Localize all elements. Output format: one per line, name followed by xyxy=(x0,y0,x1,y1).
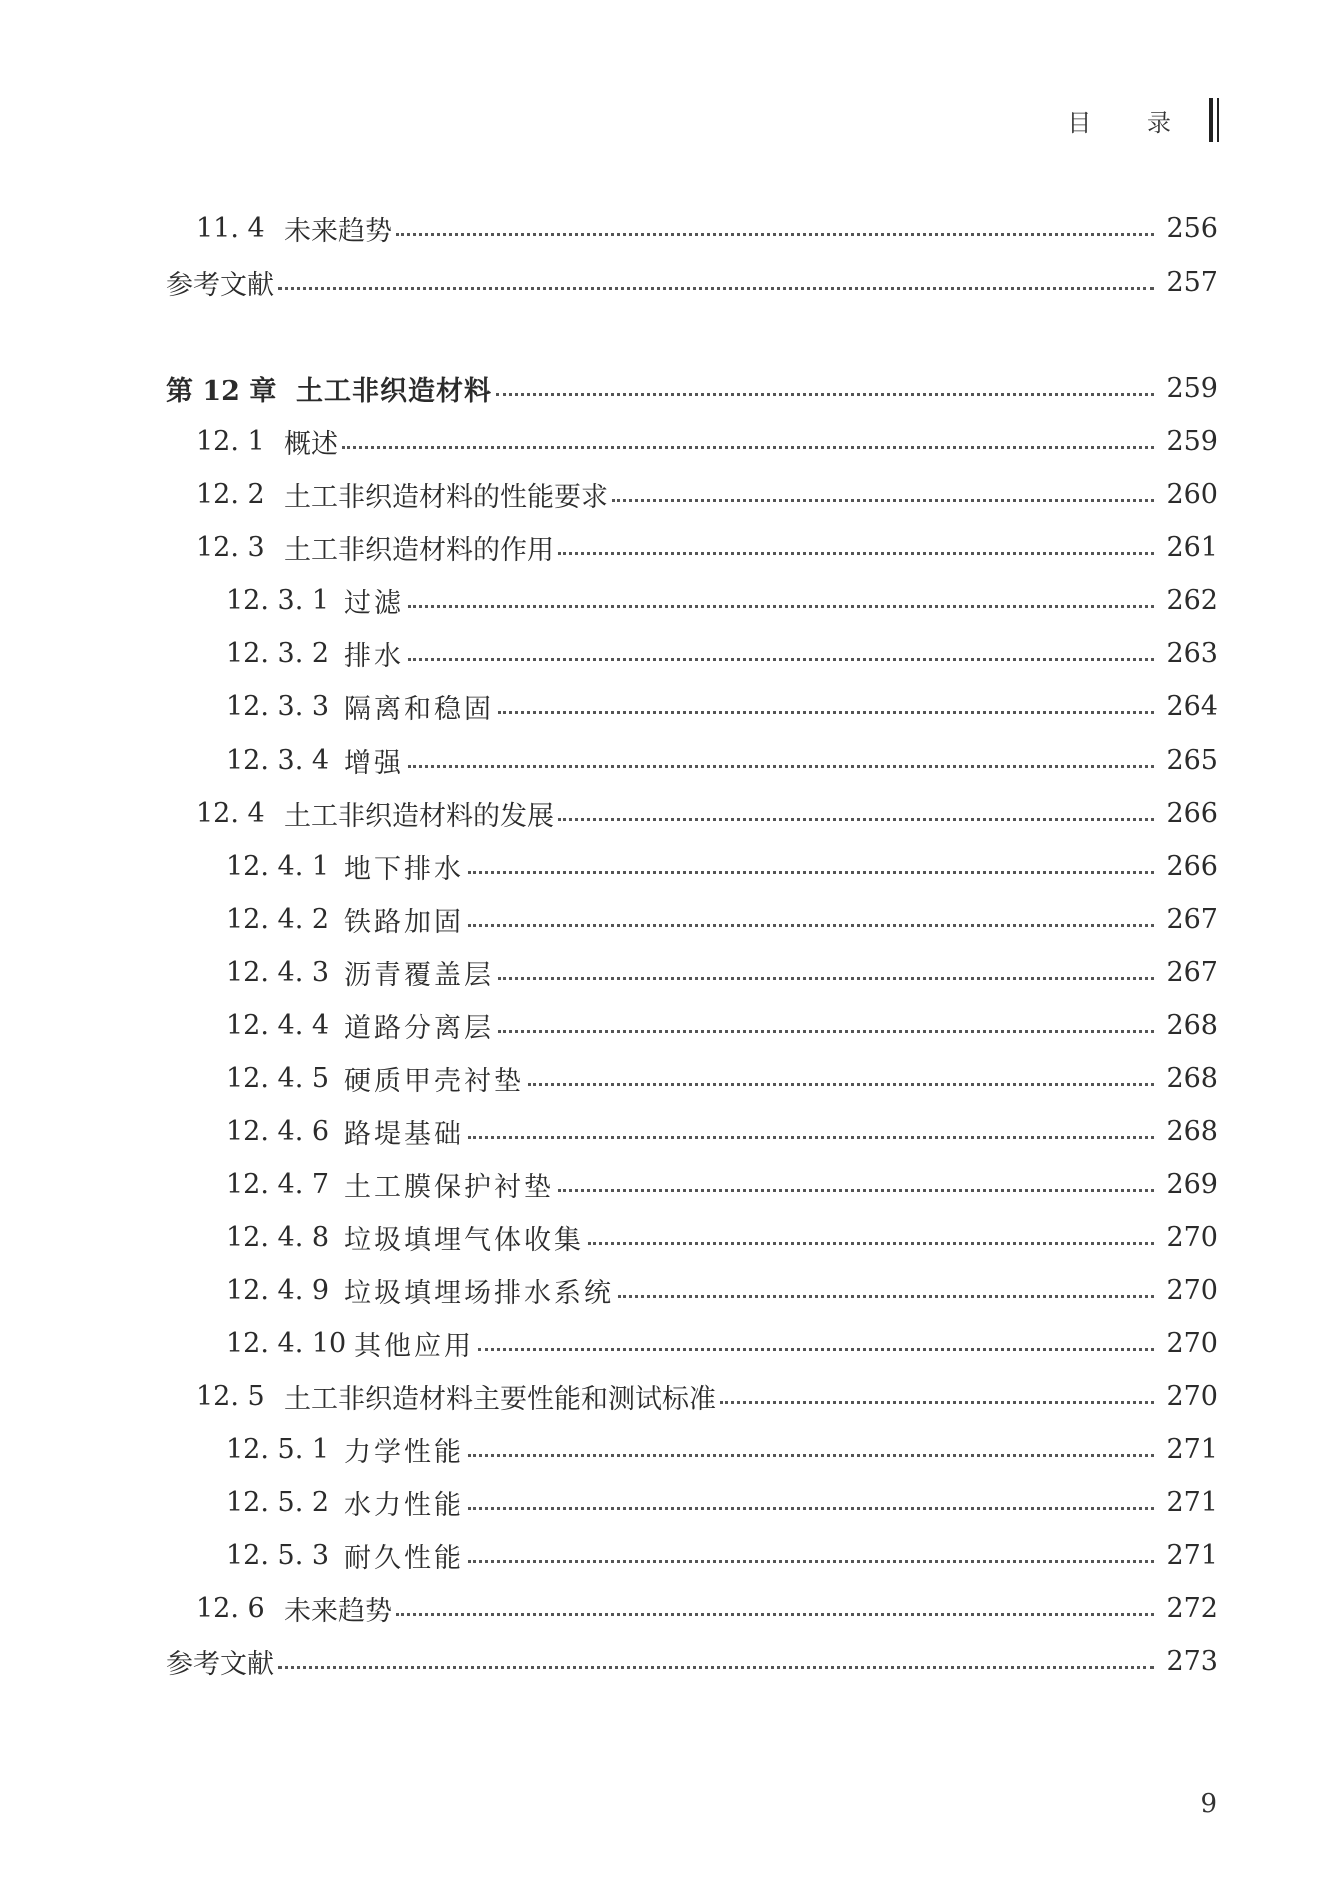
dot-leader xyxy=(278,1666,1154,1669)
toc-entry-page: 262 xyxy=(1166,584,1218,616)
toc-entry[interactable] xyxy=(0,1588,1331,1628)
toc-entry-title: 地下排水 xyxy=(344,853,464,885)
toc-entry-label xyxy=(196,528,554,567)
toc-entry[interactable] xyxy=(0,1323,1331,1363)
dot-leader xyxy=(408,605,1154,608)
toc-entry[interactable] xyxy=(0,1482,1331,1522)
toc-entry-page: 264 xyxy=(1166,690,1218,722)
dot-leader xyxy=(408,658,1154,661)
toc-entry-label xyxy=(226,1430,464,1469)
toc-entry-title: 土工非织造材料主要性能和测试标准 xyxy=(284,1383,716,1415)
dot-leader xyxy=(342,446,1154,449)
toc-entry-title: 路堤基础 xyxy=(344,1118,464,1150)
toc-entry-number: 12. 4. 2 xyxy=(226,903,330,935)
dot-leader xyxy=(408,765,1154,768)
toc-entry-title: 过滤 xyxy=(344,587,404,619)
dot-leader xyxy=(558,1189,1154,1192)
toc-entry-label xyxy=(226,900,464,939)
toc-entry-label xyxy=(166,263,274,302)
toc-entry-page: 273 xyxy=(1166,1645,1218,1677)
toc-entry-page: 268 xyxy=(1166,1062,1218,1094)
toc-entry-label xyxy=(226,634,404,673)
toc-entry-number: 12. 2 xyxy=(196,478,265,510)
toc-entry-page: 270 xyxy=(1166,1221,1218,1253)
toc-entry-page: 267 xyxy=(1166,956,1218,988)
dot-leader xyxy=(396,1613,1154,1616)
running-head-title: 目 录 xyxy=(1067,108,1195,137)
toc-entry-number: 12. 3. 1 xyxy=(226,584,330,616)
toc-entry-number: 12. 4. 9 xyxy=(226,1274,330,1306)
toc-entry-label xyxy=(226,741,404,780)
toc-entry-title: 土工非织造材料 xyxy=(296,375,492,407)
toc-entry-label xyxy=(226,1112,464,1151)
toc-entry-title: 力学性能 xyxy=(344,1436,464,1468)
toc-entry-page: 270 xyxy=(1166,1380,1218,1412)
toc-entry-number: 12. 3. 4 xyxy=(226,744,330,776)
dot-leader xyxy=(720,1401,1154,1404)
toc-entry[interactable] xyxy=(0,421,1331,461)
toc-entry-number: 第 12 章 xyxy=(166,375,277,407)
toc-entry[interactable] xyxy=(0,208,1331,248)
dot-leader xyxy=(396,233,1154,236)
toc-entry-number: 11. 4 xyxy=(196,212,265,244)
toc-entry-title: 土工非织造材料的性能要求 xyxy=(284,481,608,513)
toc-entry[interactable] xyxy=(0,952,1331,992)
toc-entry-page: 259 xyxy=(1166,425,1218,457)
dot-leader xyxy=(468,1454,1154,1457)
toc-entry-page: 271 xyxy=(1166,1539,1218,1571)
toc-entry-number: 12. 4. 1 xyxy=(226,850,330,882)
toc-entry-label xyxy=(226,1324,474,1363)
toc-entry-label xyxy=(196,1589,392,1628)
toc-entry-number: 12. 4. 5 xyxy=(226,1062,330,1094)
toc-entry-page: 266 xyxy=(1166,850,1218,882)
toc-entry[interactable] xyxy=(0,1641,1331,1681)
toc-entry-label xyxy=(166,1642,274,1681)
toc-entry[interactable] xyxy=(0,740,1331,780)
toc-entry-title: 道路分离层 xyxy=(344,1012,494,1044)
toc-entry-title: 其他应用 xyxy=(354,1330,474,1362)
toc-entry-title: 隔离和稳固 xyxy=(344,693,494,725)
toc-entry-number: 12. 4. 7 xyxy=(226,1168,330,1200)
toc-entry-title: 垃圾填埋气体收集 xyxy=(344,1224,584,1256)
toc-entry-page: 257 xyxy=(1166,266,1218,298)
toc-entry-title: 参考文献 xyxy=(166,269,274,301)
dot-leader xyxy=(496,393,1154,396)
toc-entry-page: 270 xyxy=(1166,1274,1218,1306)
toc-entry-title: 土工非织造材料的发展 xyxy=(284,800,554,832)
toc-entry-label xyxy=(226,1006,494,1045)
toc-entry-label xyxy=(226,847,464,886)
toc-entry-label xyxy=(226,1218,584,1257)
toc-entry-page: 259 xyxy=(1166,372,1218,404)
toc-entry-label xyxy=(226,581,404,620)
toc-entry-title: 排水 xyxy=(344,640,404,672)
toc-entry-title: 未来趋势 xyxy=(284,1595,392,1627)
toc-entry-label xyxy=(226,953,494,992)
toc-entry[interactable] xyxy=(0,527,1331,567)
dot-leader xyxy=(588,1242,1154,1245)
toc-entry-label xyxy=(226,1536,464,1575)
toc-entry-number: 12. 4. 10 xyxy=(226,1327,347,1359)
toc-entry-title: 硬质甲壳衬垫 xyxy=(344,1065,524,1097)
toc-entry[interactable] xyxy=(0,368,1331,408)
toc-entry-label xyxy=(226,1483,464,1522)
toc-entry-number: 12. 4. 6 xyxy=(226,1115,330,1147)
toc-entry-page: 265 xyxy=(1166,744,1218,776)
dot-leader xyxy=(618,1295,1154,1298)
running-head-rule-thin xyxy=(1217,98,1219,142)
toc-entry-title: 增强 xyxy=(344,747,404,779)
toc-entry-number: 12. 4. 8 xyxy=(226,1221,330,1253)
toc-entry-title: 垃圾填埋场排水系统 xyxy=(344,1277,614,1309)
toc-entry[interactable] xyxy=(0,1164,1331,1204)
toc-entry-label xyxy=(196,209,392,248)
toc-entry[interactable] xyxy=(0,262,1331,302)
toc-entry[interactable] xyxy=(0,1217,1331,1257)
dot-leader xyxy=(468,1136,1154,1139)
dot-leader xyxy=(558,552,1154,555)
toc-entry-label xyxy=(196,1377,716,1416)
running-head-rule-thick xyxy=(1209,98,1213,142)
toc-entry-number: 12. 5. 1 xyxy=(226,1433,330,1465)
toc-entry-title: 土工膜保护衬垫 xyxy=(344,1171,554,1203)
toc-entry[interactable] xyxy=(0,1111,1331,1151)
toc-entry-title: 参考文献 xyxy=(166,1648,274,1680)
toc-entry-number: 12. 4 xyxy=(196,797,265,829)
toc-entry-label xyxy=(196,475,608,514)
toc-entry-number: 12. 5. 2 xyxy=(226,1486,330,1518)
toc-entry-title: 未来趋势 xyxy=(284,215,392,247)
dot-leader xyxy=(498,1030,1154,1033)
dot-leader xyxy=(558,818,1154,821)
toc-entry-title: 土工非织造材料的作用 xyxy=(284,534,554,566)
toc-entry[interactable] xyxy=(0,1376,1331,1416)
toc-entry[interactable] xyxy=(0,1005,1331,1045)
dot-leader xyxy=(498,977,1154,980)
dot-leader xyxy=(478,1348,1154,1351)
toc-entry-page: 260 xyxy=(1166,478,1218,510)
dot-leader xyxy=(278,287,1154,290)
toc-entry-label xyxy=(226,1165,554,1204)
toc-entry-page: 267 xyxy=(1166,903,1218,935)
toc-entry-page: 271 xyxy=(1166,1433,1218,1465)
dot-leader xyxy=(468,1560,1154,1563)
toc-entry-number: 12. 3 xyxy=(196,531,265,563)
toc-entry[interactable] xyxy=(0,580,1331,620)
dot-leader xyxy=(468,1507,1154,1510)
toc-entry-label xyxy=(226,687,494,726)
toc-entry-label xyxy=(226,1271,614,1310)
toc-entry-page: 269 xyxy=(1166,1168,1218,1200)
toc-entry-title: 铁路加固 xyxy=(344,906,464,938)
toc-entry-page: 268 xyxy=(1166,1009,1218,1041)
toc-entry-number: 12. 4. 3 xyxy=(226,956,330,988)
toc-entry-number: 12. 3. 2 xyxy=(226,637,330,669)
toc-entry-label xyxy=(166,369,492,408)
running-head xyxy=(1067,98,1219,142)
dot-leader xyxy=(528,1083,1154,1086)
toc-entry[interactable] xyxy=(0,1535,1331,1575)
toc-entry[interactable] xyxy=(0,474,1331,514)
toc-entry-label xyxy=(196,794,554,833)
toc-entry[interactable] xyxy=(0,1429,1331,1469)
toc-entry-title: 水力性能 xyxy=(344,1489,464,1521)
toc-entry-title: 沥青覆盖层 xyxy=(344,959,494,991)
toc-entry-number: 12. 4. 4 xyxy=(226,1009,330,1041)
toc-entry-page: 268 xyxy=(1166,1115,1218,1147)
toc-entry-label xyxy=(226,1059,524,1098)
toc-entry-page: 256 xyxy=(1166,212,1218,244)
toc-entry[interactable] xyxy=(0,846,1331,886)
toc-entry-number: 12. 3. 3 xyxy=(226,690,330,722)
toc-entry-number: 12. 6 xyxy=(196,1592,265,1624)
toc-entry-page: 271 xyxy=(1166,1486,1218,1518)
toc-entry-page: 270 xyxy=(1166,1327,1218,1359)
page-number: 9 xyxy=(1200,1789,1217,1819)
toc-entry-page: 261 xyxy=(1166,531,1218,563)
toc-entry-number: 12. 5 xyxy=(196,1380,265,1412)
toc-entry[interactable] xyxy=(0,633,1331,673)
toc-entry-title: 概述 xyxy=(284,428,338,460)
toc-entry-number: 12. 5. 3 xyxy=(226,1539,330,1571)
toc-entry[interactable] xyxy=(0,686,1331,726)
dot-leader xyxy=(612,499,1154,502)
toc-entry-page: 266 xyxy=(1166,797,1218,829)
toc-entry-number: 12. 1 xyxy=(196,425,265,457)
toc-entry-title: 耐久性能 xyxy=(344,1542,464,1574)
toc-entry[interactable] xyxy=(0,1058,1331,1098)
dot-leader xyxy=(468,871,1154,874)
toc-entry-label xyxy=(196,422,338,461)
toc-entry[interactable] xyxy=(0,899,1331,939)
toc-entry[interactable] xyxy=(0,793,1331,833)
toc-entry[interactable] xyxy=(0,1270,1331,1310)
dot-leader xyxy=(468,924,1154,927)
toc-entry-page: 263 xyxy=(1166,637,1218,669)
toc-entry-page: 272 xyxy=(1166,1592,1218,1624)
dot-leader xyxy=(498,711,1154,714)
